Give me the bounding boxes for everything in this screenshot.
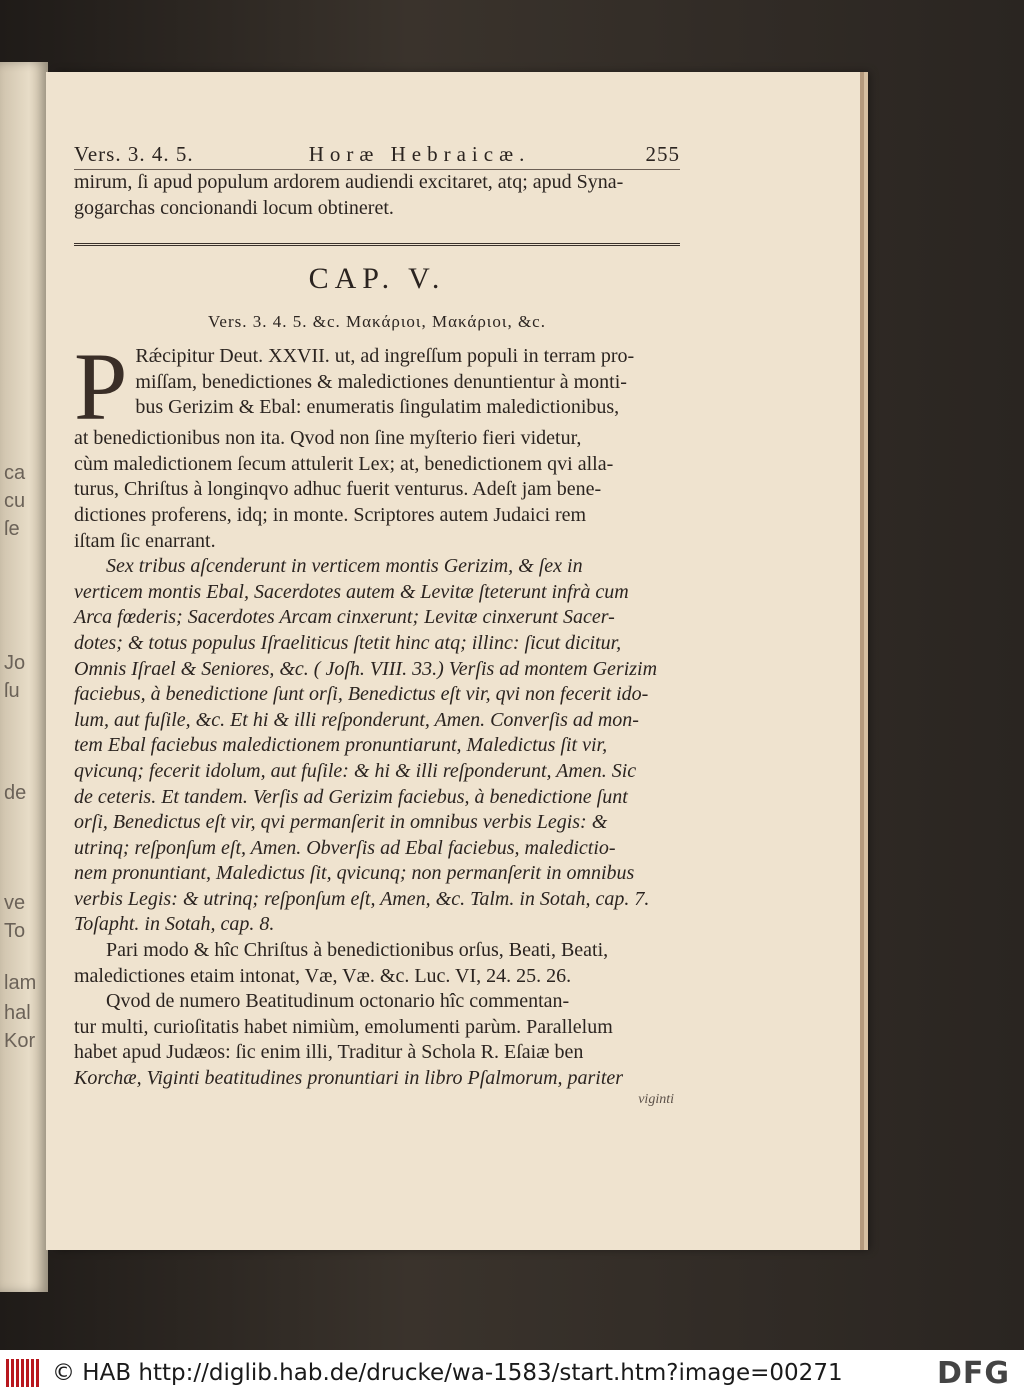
prev-fragment: To xyxy=(4,920,26,942)
text-line: Qvod de numero Beatitudinum octonario hîc commentan- xyxy=(106,990,570,1013)
text-line: faciebus, à benedictione ſunt orſi, Benedictus eſt vir, qvi non fecerit ido- xyxy=(74,683,649,706)
text-line: de ceteris. Et tandem. Verſis ad Gerizim faciebus, à benedictione ſunt xyxy=(74,785,628,808)
prev-fragment: ca xyxy=(4,462,26,484)
prev-fragment: ſu xyxy=(4,680,20,702)
intro-line: gogarchas concionandi locum obtineret. xyxy=(74,196,394,219)
text-line: at benedictionibus non ita. Qvod non ſine myſterio fieri videtur, xyxy=(74,427,582,450)
text-line: Rǽcipitur Deut. XXVII. ut, ad ingreſſum populi in terram pro- xyxy=(135,345,635,368)
prev-fragment: ve xyxy=(4,892,26,914)
text-line: Toſapht. in Sotah, cap. 8. xyxy=(74,913,275,936)
page-number: 255 xyxy=(645,142,680,166)
page-text xyxy=(74,142,680,1108)
text-line: Sex tribus aſcenderunt in verticem montis Gerizim, & ſex in xyxy=(106,555,583,578)
book-page xyxy=(46,72,860,1250)
previous-page-edge xyxy=(0,62,48,1292)
text-line: verticem montis Ebal, Sacerdotes autem & Levitæ ſteterunt infrà cum xyxy=(74,580,629,603)
chapter-divider xyxy=(74,243,680,248)
prev-fragment: cu xyxy=(4,490,26,512)
text-line: bus Gerizim & Ebal: enumeratis ſingulatim maledictionibus, xyxy=(135,396,620,419)
paragraph-4 xyxy=(74,989,680,1091)
viewer-footer xyxy=(0,1350,1024,1396)
text-line: nem pronuntiant, Maledictus ſit, qvicunq; non permanſerit in omnibus xyxy=(74,862,635,885)
text-line: qvicunq; fecerit idolum, aut fuſile: & hi & illi reſponderunt, Amen. Sic xyxy=(74,759,637,782)
running-head-title: Horæ Hebraicæ. xyxy=(308,142,531,166)
text-line: dotes; & totus populus Iſraeliticus ſtetit hinc atq; illinc: ſicut dicitur, xyxy=(74,631,622,654)
text-line: tem Ebal faciebus maledictionem pronuntiarunt, Maledictus ſit vir, xyxy=(74,734,608,757)
chapter-title: CAP. V. xyxy=(308,262,446,296)
text-line: miſſam, benedictiones & maledictiones denuntientur à monti- xyxy=(135,370,627,393)
drop-cap: P xyxy=(74,333,128,441)
paragraph-3 xyxy=(74,938,680,989)
prev-fragment: Kor xyxy=(4,1030,36,1052)
text-line: orſi, Benedictus eſt vir, qvi permanſerit in omnibus verbis Legis: & xyxy=(74,811,608,834)
text-line: turus, Chriſtus à longinqvo adhuc fuerit venturus. Adeſt jam bene- xyxy=(74,478,602,501)
prev-fragment: Jo xyxy=(4,652,26,674)
dfg-logo: DFG xyxy=(936,1355,1010,1391)
text-line: Omnis Iſrael & Seniores, &c. ( Joſh. VIII. 33.) Verſis ad montem Gerizim xyxy=(74,657,658,680)
prev-fragment: lam xyxy=(4,972,37,994)
prev-fragment: hal xyxy=(4,1002,31,1024)
text-line: Pari modo & hîc Chriſtus à benedictionibus orſus, Beati, Beati, xyxy=(106,939,609,962)
text-line: lum, aut fuſile, &c. Et hi & illi reſponderunt, Amen. Converſis ad mon- xyxy=(74,708,639,731)
prev-fragment: ſe xyxy=(4,518,20,540)
text-line: Arca fœderis; Sacerdotes Arcam cinxerunt; Levitæ cinxerunt Sacer- xyxy=(74,606,615,629)
text-line: habet apud Judæos: ſic enim illi, Traditur à Schola R. Eſaiæ ben xyxy=(74,1041,584,1064)
text-line: utrinq; reſponſum eſt, Amen. Obverſis ad Ebal faciebus, maledictio- xyxy=(74,836,616,859)
paragraph-1 xyxy=(74,333,680,554)
prev-fragment: de xyxy=(4,782,27,804)
paragraph-2 xyxy=(74,554,680,938)
text-line: iſtam ſic enarrant. xyxy=(74,529,216,552)
hab-barcode-icon xyxy=(6,1359,42,1387)
catchword: viginti xyxy=(638,1091,674,1107)
text-line: cùm maledictionem ſecum attulerit Lex; at, benedictionem qvi alla- xyxy=(74,452,614,475)
text-line: maledictiones etaim intonat, Væ, Væ. &c. Luc. VI, 24. 25. 26. xyxy=(74,964,572,987)
text-line: Korchæ, Viginti beatitudines pronuntiari in libro Pſalmorum, pariter xyxy=(74,1067,624,1090)
text-line: dictiones proferens, idq; in monte. Scriptores autem Judaici rem xyxy=(74,503,587,526)
text-line: verbis Legis: & utrinq; reſponſum eſt, Amen, &c. Talm. in Sotah, cap. 7. xyxy=(74,887,650,910)
verse-heading: Vers. 3. 4. 5. &c. Μακάριοι, Μακάριοι, &c. xyxy=(208,312,546,332)
intro-line: mirum, ſi apud populum ardorem audiendi excitaret, atq; apud Syna- xyxy=(74,171,624,193)
running-head xyxy=(74,142,680,170)
running-head-verses: Vers. 3. 4. 5. xyxy=(74,142,194,166)
text-line: tur multi, curioſitatis habet nimiùm, emolumenti parùm. Parallelum xyxy=(74,1015,613,1038)
source-link[interactable]: © HAB http://diglib.hab.de/drucke/wa-1583/start.htm?image=00271 xyxy=(52,1360,843,1386)
